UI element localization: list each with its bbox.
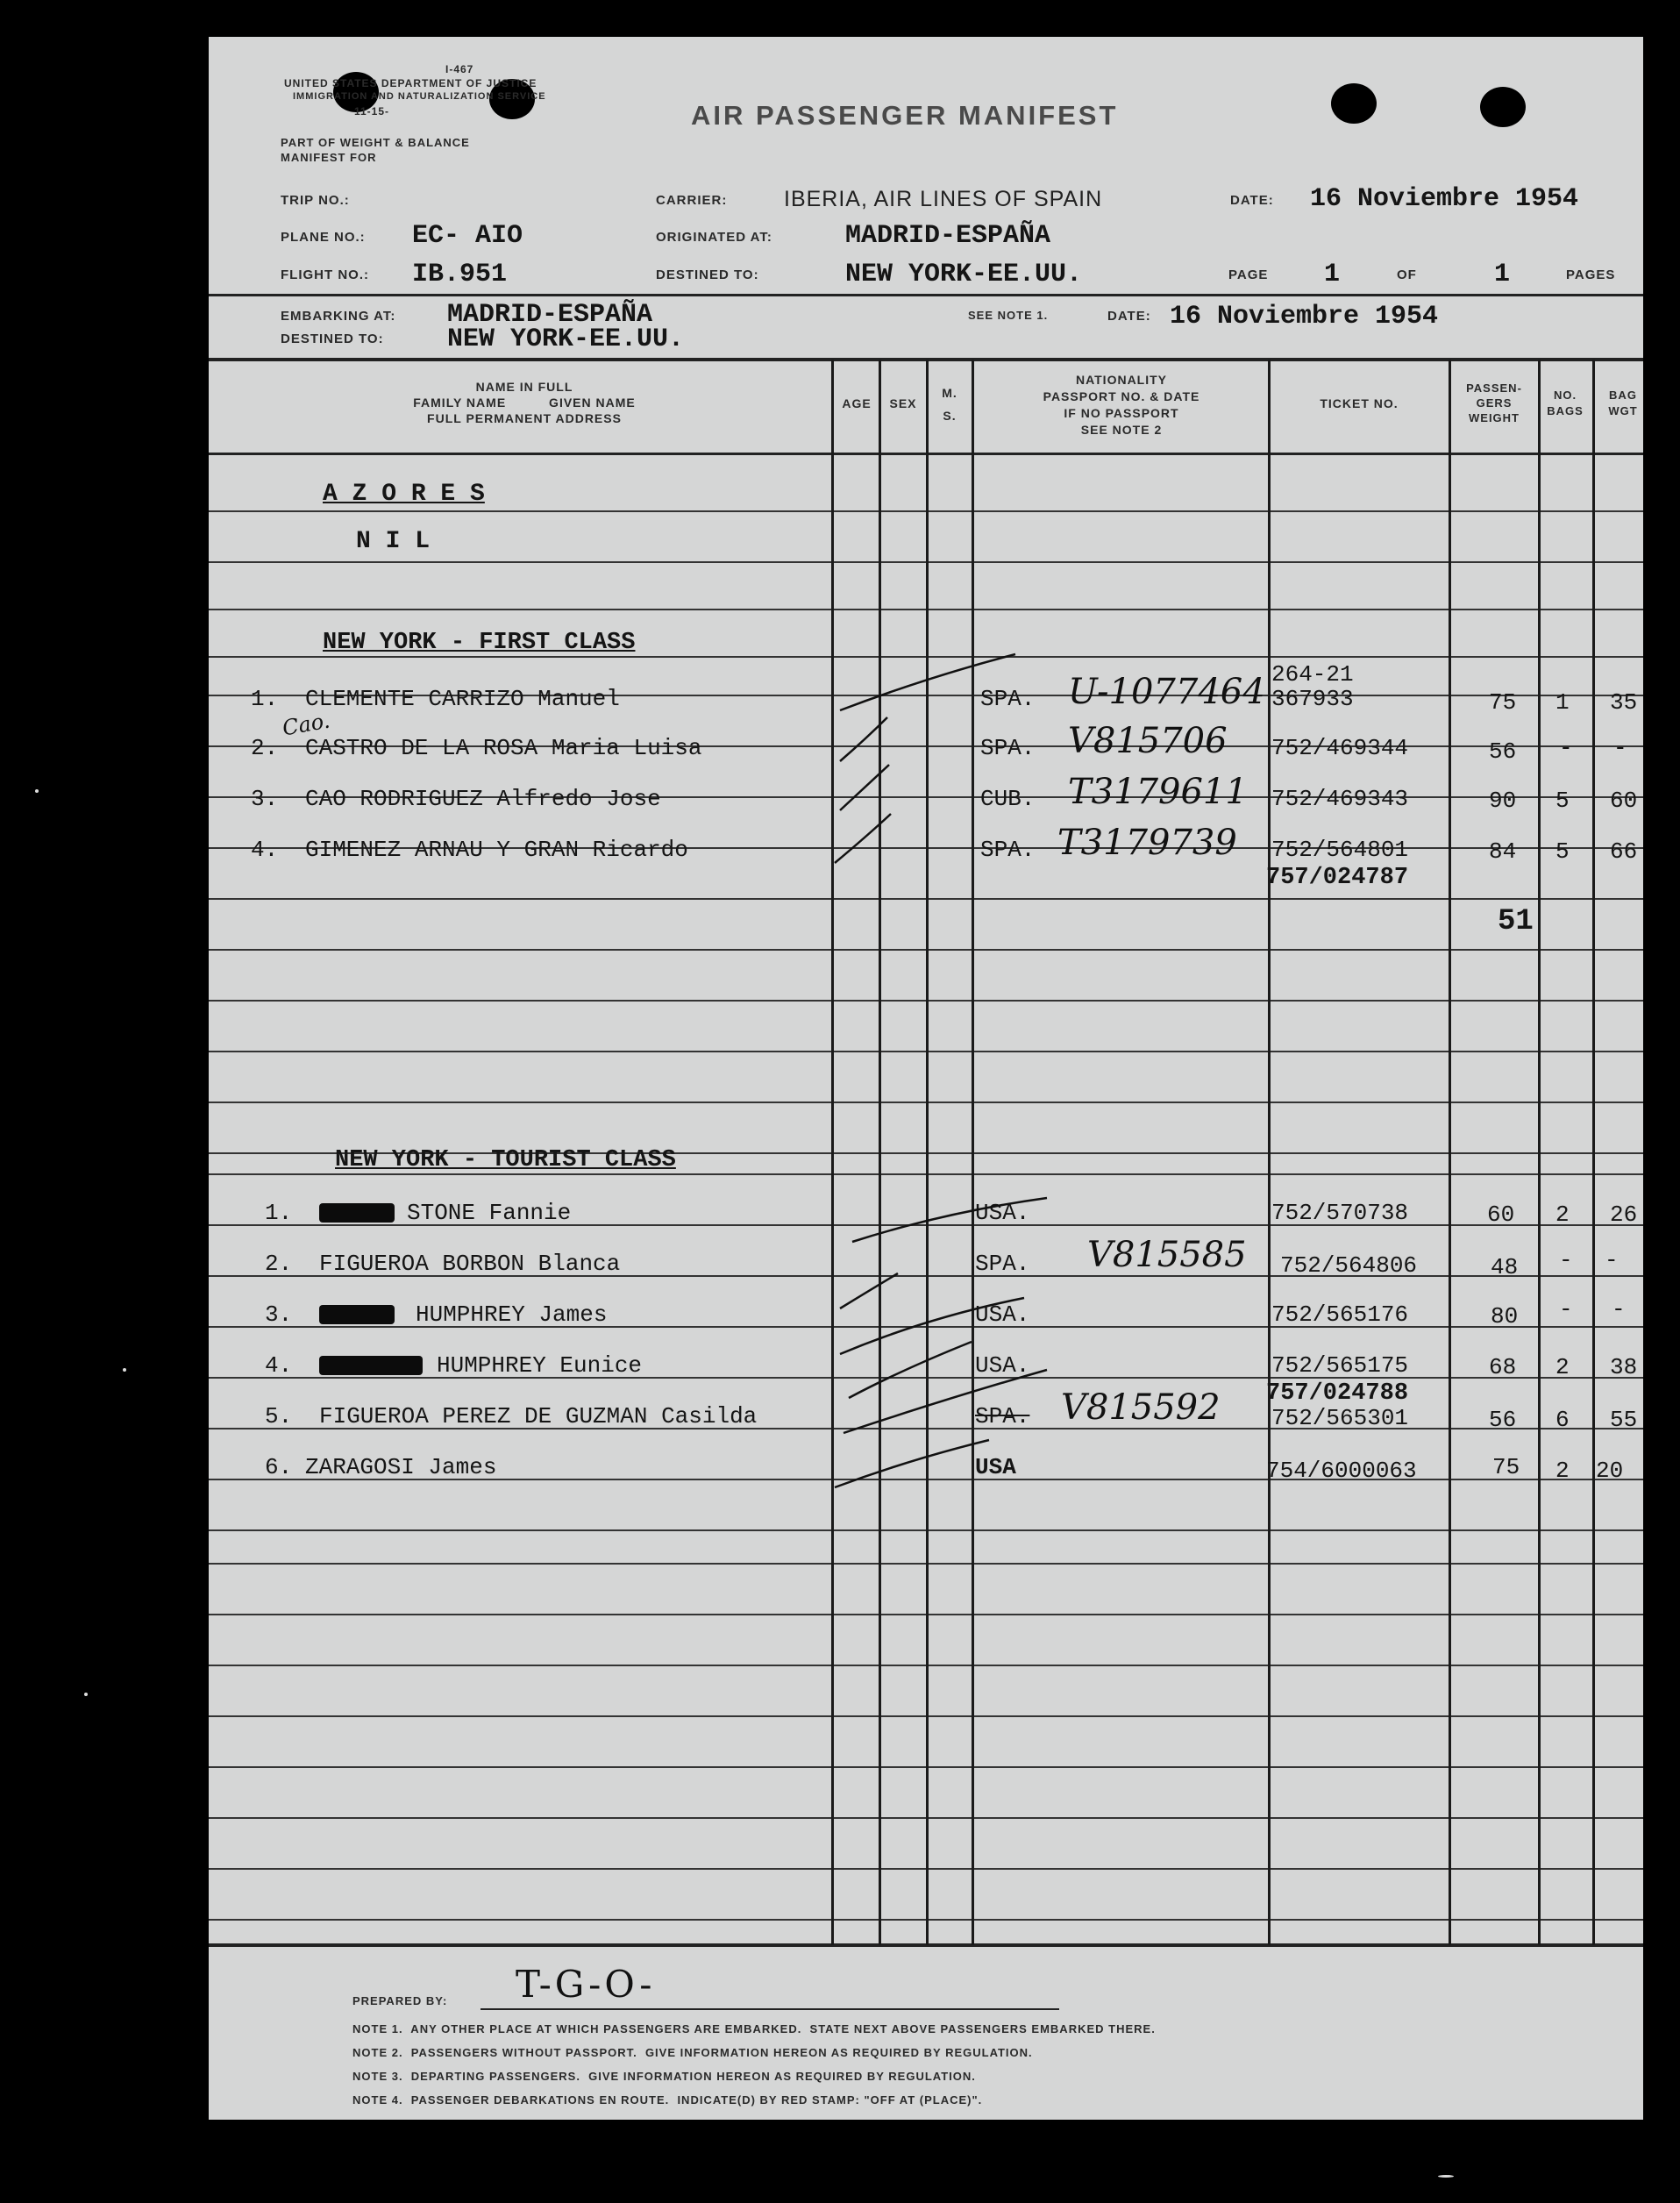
name-column-header: NAME IN FULL FAMILY NAME GIVEN NAME FULL PERMANENT ADDRESS: [413, 380, 636, 425]
bag-weight: 60: [1610, 788, 1638, 814]
note-2: NOTE 2. PASSENGERS WITHOUT PASSPORT. GIVE INFORMATION HEREON AS REQUIRED BY REGULATION.: [352, 2046, 1033, 2059]
passenger-weight-column-header: PASSEN- GERS WEIGHT: [1466, 381, 1522, 424]
passenger-weight: 75: [1492, 1454, 1520, 1480]
bag-weight-column-header: BAG WGT: [1608, 389, 1638, 417]
passenger-name: FIGUEROA BORBON Blanca: [319, 1251, 621, 1277]
passenger-weight: 68: [1489, 1354, 1517, 1380]
nationality: USA.: [975, 1301, 1030, 1328]
passport-number: T3179611: [1068, 772, 1248, 812]
bag-count: 6: [1555, 1407, 1570, 1433]
passport-number: V815592: [1061, 1387, 1221, 1428]
bag-count: 5: [1555, 788, 1570, 814]
bag-weight: -: [1612, 1296, 1626, 1323]
of-label: OF: [1397, 267, 1417, 282]
nationality: SPA.: [980, 686, 1036, 712]
manifest-for-label: MANIFEST FOR: [281, 151, 377, 164]
bag-count: 5: [1555, 838, 1570, 865]
bag-weight: 66: [1610, 838, 1638, 865]
carrier-label: CARRIER:: [656, 193, 728, 208]
row-number: 6.: [265, 1454, 293, 1480]
plane-no-label: PLANE NO.:: [281, 230, 366, 245]
agency-name: UNITED STATES DEPARTMENT OF JUSTICE: [284, 77, 537, 89]
passenger-name: GIMENEZ ARNAU Y GRAN Ricardo: [305, 837, 688, 863]
ticket-number: 752/565175: [1271, 1352, 1409, 1379]
form-number: I-467: [445, 63, 474, 75]
note-4: NOTE 4. PASSENGER DEBARKATIONS EN ROUTE. INDICATE(D) BY RED STAMP: "OFF AT (PLACE)".: [352, 2093, 983, 2107]
flight-no-label: FLIGHT NO.:: [281, 267, 369, 282]
bag-count: -: [1559, 1247, 1573, 1273]
date-value: 16 Noviembre 1954: [1310, 184, 1579, 214]
ticket-number: 752/564801: [1271, 837, 1409, 863]
ticket-number: 754/6000063: [1266, 1458, 1417, 1484]
ticket-number: 752/469343: [1271, 786, 1409, 812]
originated-value: MADRID-ESPAÑA: [845, 221, 1051, 251]
ticket-column-header: TICKET NO.: [1320, 396, 1399, 410]
passport-number: V815585: [1087, 1235, 1247, 1275]
nationality: SPA.: [980, 735, 1036, 761]
passenger-name: CASTRO DE LA ROSA Maria Luisa: [305, 735, 702, 761]
nationality: USA: [975, 1454, 1016, 1480]
bag-weight: -: [1613, 735, 1627, 761]
row-number: 4.: [251, 837, 279, 863]
prepared-by-label: PREPARED BY:: [352, 1994, 448, 2007]
passenger-weight: 60: [1487, 1201, 1515, 1228]
prepared-by-signature: T-G-O-: [516, 1963, 656, 2006]
passenger-name: CLEMENTE CARRIZO Manuel: [305, 686, 620, 712]
nationality: USA.: [975, 1352, 1030, 1379]
extra-ticket-number: 757/024787: [1266, 865, 1409, 891]
redacted-mark: [319, 1305, 395, 1324]
handwritten-note: Cao.: [280, 708, 332, 741]
redacted-mark: [319, 1356, 423, 1375]
manifest-page: [209, 37, 1643, 2120]
passenger-weight: 90: [1489, 788, 1517, 814]
form-title: AIR PASSENGER MANIFEST: [691, 100, 1119, 131]
first-class-total: 51: [1498, 905, 1534, 938]
row-number: 2.: [251, 735, 279, 761]
bag-count: -: [1559, 735, 1573, 761]
embark-destined-value: NEW YORK-EE.UU.: [447, 324, 685, 354]
passenger-name: HUMPHREY Eunice: [437, 1352, 643, 1379]
nationality: SPA.: [975, 1403, 1030, 1429]
first-class-heading: NEW YORK - FIRST CLASS: [323, 630, 636, 656]
passenger-weight: 56: [1489, 1407, 1517, 1433]
header-divider: [209, 294, 1643, 296]
nationality-column-header: NATIONALITY PASSPORT NO. & DATE IF NO PASSPORT SEE NOTE 2: [1043, 373, 1200, 437]
page-value: 1: [1324, 260, 1341, 289]
prepared-by-line: [481, 2008, 1059, 2010]
trip-no-label: TRIP NO.:: [281, 193, 350, 208]
bag-count: 2: [1555, 1354, 1570, 1380]
originated-label: ORIGINATED AT:: [656, 230, 772, 245]
sex-column-header: SEX: [889, 396, 917, 410]
passenger-name: HUMPHREY James: [416, 1301, 608, 1328]
azores-heading: A Z O R E S: [323, 481, 485, 508]
ticket-number: 752/564806: [1280, 1252, 1418, 1279]
nationality: SPA.: [975, 1251, 1030, 1277]
service-name: IMMIGRATION AND NATURALIZATION SERVICE: [293, 91, 546, 102]
bag-weight: 20: [1596, 1458, 1624, 1484]
bag-weight: 38: [1610, 1354, 1638, 1380]
bag-count: 1: [1555, 689, 1570, 716]
row-number: 2.: [265, 1251, 293, 1277]
row-number: 1.: [265, 1200, 293, 1226]
bag-count: 2: [1555, 1458, 1570, 1484]
passenger-weight: 80: [1491, 1303, 1519, 1330]
bags-column-header: NO. BAGS: [1547, 389, 1584, 417]
row-number: 5.: [265, 1403, 293, 1429]
passport-number: T3179739: [1057, 823, 1237, 863]
bag-count: -: [1559, 1296, 1573, 1323]
embark-date-value: 16 Noviembre 1954: [1170, 302, 1439, 332]
date-label: DATE:: [1230, 193, 1274, 208]
bag-weight: 26: [1610, 1201, 1638, 1228]
nationality: CUB.: [980, 786, 1036, 812]
row-number: 3.: [251, 786, 279, 812]
of-value: 1: [1494, 260, 1511, 289]
flight-no-value: IB.951: [412, 260, 508, 289]
check-marks: [822, 1151, 1243, 1519]
bag-weight: -: [1605, 1247, 1619, 1273]
ticket-number: 367933: [1271, 686, 1354, 712]
carrier-value: IBERIA, AIR LINES OF SPAIN: [784, 187, 1103, 211]
note-3: NOTE 3. DEPARTING PASSENGERS. GIVE INFORMATION HEREON AS REQUIRED BY REGULATION.: [352, 2070, 976, 2083]
row-number: 3.: [265, 1301, 293, 1328]
weight-balance-label: PART OF WEIGHT & BALANCE: [281, 136, 470, 149]
passenger-name: STONE Fannie: [407, 1200, 572, 1226]
age-column-header: AGE: [842, 396, 872, 410]
embarking-label: EMBARKING AT:: [281, 309, 396, 324]
ticket-number: 752/469344: [1271, 735, 1409, 761]
azores-nil: N I L: [356, 528, 431, 555]
passenger-name: ZARAGOSI James: [305, 1454, 497, 1480]
note-1: NOTE 1. ANY OTHER PLACE AT WHICH PASSENGERS ARE EMBARKED. STATE NEXT ABOVE PASSENGERS EMBARKED THERE.: [352, 2022, 1156, 2035]
row-number: 1.: [251, 686, 279, 712]
plane-no-value: EC- AIO: [412, 221, 523, 251]
ticket-number: 752/565301: [1271, 1405, 1409, 1431]
nationality: USA.: [975, 1200, 1030, 1226]
tourist-class-heading: NEW YORK - TOURIST CLASS: [335, 1147, 676, 1173]
ticket-prefix: 757/024788: [1266, 1380, 1409, 1407]
ticket-number: 752/565176: [1271, 1301, 1409, 1328]
page-label: PAGE: [1228, 267, 1269, 282]
passport-number: V815706: [1068, 721, 1228, 761]
redacted-mark: [319, 1203, 395, 1223]
bag-weight: 55: [1610, 1407, 1638, 1433]
see-note-1-label: SEE NOTE 1.: [968, 309, 1049, 322]
passenger-weight: 84: [1489, 838, 1517, 865]
punch-hole: [1480, 87, 1526, 127]
passenger-name: FIGUEROA PEREZ DE GUZMAN Casilda: [319, 1403, 758, 1429]
destined-label: DESTINED TO:: [656, 267, 759, 282]
embark-destined-label: DESTINED TO:: [281, 332, 384, 346]
bag-weight: 35: [1610, 689, 1638, 716]
embarking-value: MADRID-ESPAÑA: [447, 300, 653, 330]
nationality: SPA.: [980, 837, 1036, 863]
passenger-name: CAO RODRIGUEZ Alfredo Jose: [305, 786, 661, 812]
check-marks: [822, 633, 1243, 896]
passenger-weight: 48: [1491, 1254, 1519, 1280]
row-number: 4.: [265, 1352, 293, 1379]
ticket-prefix: 264-21: [1271, 661, 1354, 688]
pages-label: PAGES: [1566, 267, 1616, 282]
passenger-weight: 56: [1489, 738, 1517, 765]
ticket-number: 752/570738: [1271, 1200, 1409, 1226]
punch-hole: [1331, 83, 1377, 124]
ms-column-header: M. S.: [942, 386, 957, 423]
passenger-weight: 75: [1489, 689, 1517, 716]
form-revision: 11-15-: [354, 105, 390, 118]
embark-date-label: DATE:: [1107, 309, 1151, 324]
bag-count: 2: [1555, 1201, 1570, 1228]
passport-number: U-1077464: [1068, 672, 1265, 712]
destined-value: NEW YORK-EE.UU.: [845, 260, 1083, 289]
